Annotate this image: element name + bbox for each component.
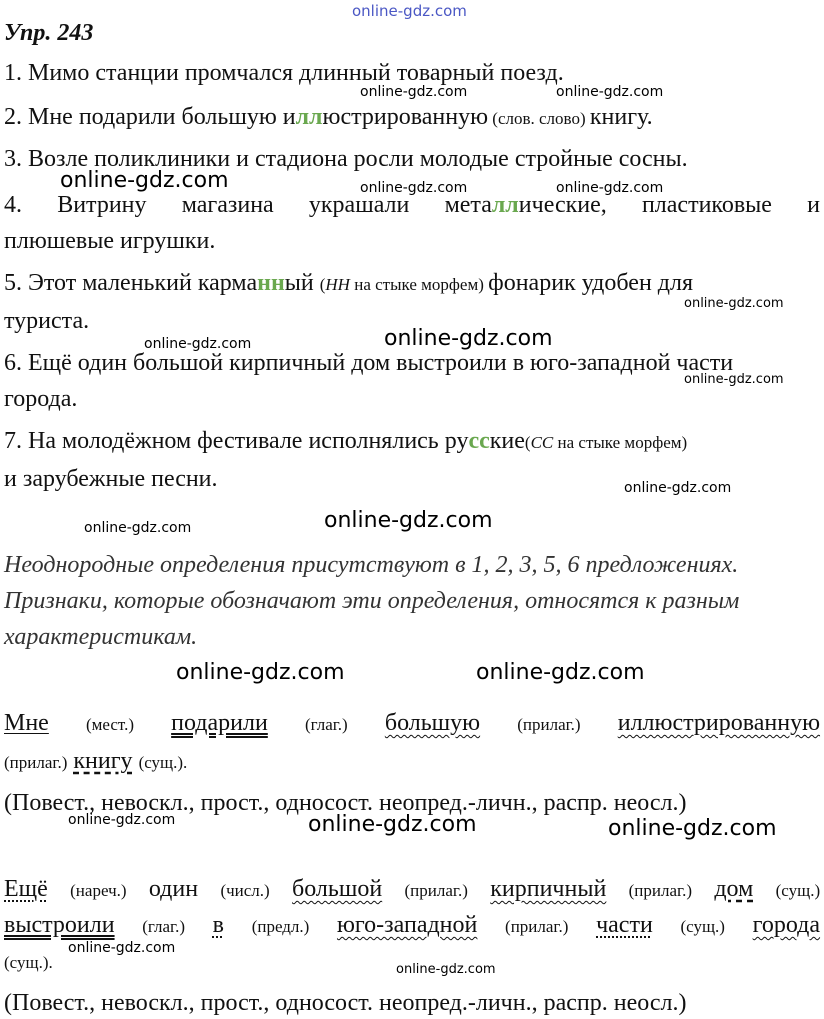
watermark: online-gdz.com	[360, 180, 468, 196]
watermark: online-gdz.com	[684, 296, 784, 311]
parse-2-line-2: выстроили (глаг.) в (предл.) юго-западной (прилаг.) части (сущ.) города	[4, 912, 821, 938]
attribute-word: юго-западной	[336, 912, 478, 938]
attribute-word: большую	[384, 710, 481, 736]
sentence-1: 1. Мимо станции промчался длинный товарный поезд.	[4, 60, 564, 86]
sentence-6: 6. Ещё один большой кирпичный дом выстроили в юго-западной части	[4, 350, 734, 376]
sentence-6-line-2: города.	[4, 386, 78, 412]
watermark: online-gdz.com	[360, 84, 468, 100]
watermark: online-gdz.com	[556, 84, 664, 100]
highlighted-letters: лл	[491, 192, 519, 218]
watermark: online-gdz.com	[68, 812, 176, 828]
attribute-word: иллюстрированную	[617, 710, 821, 736]
sentence-7-line-2: и зарубежные песни.	[4, 466, 218, 492]
watermark: online-gdz.com	[684, 372, 784, 387]
watermark: online-gdz.com	[176, 660, 345, 685]
watermark: online-gdz.com	[68, 940, 176, 956]
highlighted-letters: сс	[468, 428, 490, 454]
exercise-title: Упр. 243	[4, 20, 94, 46]
conclusion-line-2: Признаки, которые обозначают эти определения, относятся к разным	[4, 588, 740, 614]
watermark: online-gdz.com	[476, 660, 645, 685]
parse-1-line-2: (прилаг.) книгу (сущ.).	[4, 748, 188, 774]
predicate-word: выстроили	[4, 912, 115, 938]
watermark: online-gdz.com	[384, 326, 553, 351]
sentence-4-line-2: плюшевые игрушки.	[4, 228, 216, 254]
morpheme-note: (НН на стыке морфем)	[319, 275, 489, 294]
conclusion-line-3: характеристикам.	[4, 624, 198, 650]
adverbial-word: части	[596, 912, 653, 938]
watermark: online-gdz.com	[352, 2, 467, 20]
watermark: online-gdz.com	[556, 180, 664, 196]
watermark: online-gdz.com	[624, 480, 732, 496]
highlighted-letters: нн	[257, 270, 285, 296]
dictionary-note: (слов. слово)	[488, 109, 590, 128]
watermark: online-gdz.com	[60, 168, 229, 193]
parse-2-summary: (Повест., невоскл., прост., односост. неопред.-личн., распр. неосл.)	[4, 990, 687, 1016]
watermark: online-gdz.com	[324, 508, 493, 533]
watermark: online-gdz.com	[396, 962, 496, 977]
sentence-4: 4. Витрину магазина украшали металлические, пластиковые и	[4, 192, 820, 218]
sentence-3: 3. Возле поликлиники и стадиона росли молодые стройные сосны.	[4, 146, 688, 172]
sentence-7: 7. На молодёжном фестивале исполнялись русские(СС на стыке морфем)	[4, 428, 688, 454]
object-word: книгу	[73, 748, 133, 774]
subject-word: Мне	[4, 710, 49, 736]
object-word: дом	[714, 876, 754, 902]
conclusion-line-1: Неоднородные определения присутствуют в 1, 2, 3, 5, 6 предложениях.	[4, 552, 739, 578]
adverbial-word: в	[212, 912, 225, 938]
sentence-2: 2. Мне подарили большую иллюстрированную (слов. слово) книгу.	[4, 104, 653, 130]
parse-2-line-3: (сущ.).	[4, 953, 53, 972]
morpheme-note: (СС на стыке морфем)	[524, 433, 688, 452]
highlighted-letters: лл	[295, 104, 323, 130]
watermark: online-gdz.com	[144, 336, 252, 352]
parse-1-line-1: Мне (мест.) подарили (глаг.) большую (прилаг.) иллюстрированную	[4, 710, 821, 736]
attribute-word: города	[752, 912, 821, 938]
predicate-word: подарили	[171, 710, 268, 736]
attribute-word: большой	[292, 876, 383, 902]
attribute-word: кирпичный	[490, 876, 607, 902]
parse-1-summary: (Повест., невоскл., прост., односост. неопред.-личн., распр. неосл.)	[4, 790, 687, 816]
parse-2-line-1: Ещё (нареч.) один (числ.) большой (прилаг.) кирпичный (прилаг.) дом (сущ.)	[4, 876, 821, 902]
watermark: online-gdz.com	[608, 816, 777, 841]
watermark: online-gdz.com	[84, 520, 192, 536]
sentence-5-line-2: туриста.	[4, 308, 90, 334]
sentence-5: 5. Этот маленький карманный (НН на стыке морфем) фонарик удобен для	[4, 270, 694, 296]
adverbial-word: Ещё	[4, 876, 48, 902]
watermark: online-gdz.com	[308, 812, 477, 837]
